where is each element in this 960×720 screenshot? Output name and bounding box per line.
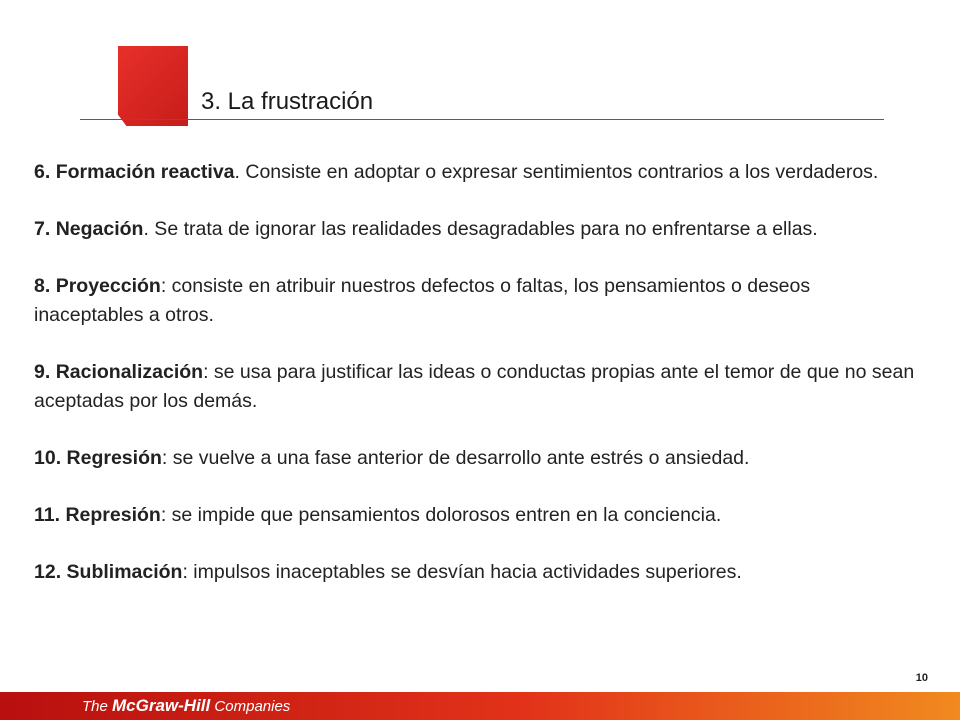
item-number: 11.: [34, 504, 61, 526]
list-item: [34, 215, 922, 244]
item-term: Represión: [65, 504, 161, 526]
item-term: Regresión: [66, 447, 162, 469]
item-term: Racionalización: [55, 361, 204, 383]
item-text: Se trata de ignorar las realidades desagradables para no enfrentarse a ellas.: [148, 218, 818, 240]
item-text: se impide que pensamientos dolorosos entren en la conciencia.: [166, 504, 722, 526]
item-number: 9.: [34, 361, 51, 383]
item-text: consiste en atribuir nuestros defectos o faltas, los pensamientos o deseos inaceptables a otros.: [34, 275, 811, 326]
list-item: [34, 444, 922, 473]
logo-brand: McGraw-Hill: [112, 696, 211, 715]
item-text: Consiste en adoptar o expresar sentimientos contrarios a los verdaderos.: [239, 161, 879, 183]
item-number: 12.: [34, 561, 62, 583]
item-text: se usa para justificar las ideas o conductas propias ante el temor de que no sean aceptadas por los demás.: [34, 361, 915, 412]
item-term: Proyección: [55, 275, 161, 297]
item-number: 7.: [34, 218, 51, 240]
list-item: [34, 358, 922, 416]
item-term: Formación reactiva: [55, 161, 235, 183]
item-separator: :: [203, 361, 209, 383]
item-separator: .: [143, 218, 149, 240]
item-separator: .: [234, 161, 240, 183]
slide-title: 3. La frustración: [201, 88, 374, 115]
item-number: 6.: [34, 161, 51, 183]
page-number: 10: [915, 672, 928, 684]
logo-suffix: Companies: [210, 698, 291, 715]
item-number: 10.: [34, 447, 62, 469]
item-text: impulsos inaceptables se desvían hacia actividades superiores.: [187, 561, 742, 583]
logo-prefix: The: [82, 698, 113, 715]
item-separator: :: [160, 504, 167, 526]
item-number: 8.: [34, 275, 51, 297]
mcgraw-hill-logo: [82, 697, 290, 716]
list-item: [34, 501, 922, 530]
item-separator: :: [160, 275, 167, 297]
item-term: Negación: [55, 218, 144, 240]
title-accent-shape: [118, 46, 188, 126]
item-separator: :: [161, 447, 168, 469]
list-item: [34, 272, 922, 330]
item-term: Sublimación: [66, 561, 183, 583]
slide-content: [34, 158, 922, 587]
item-text: se vuelve a una fase anterior de desarrollo ante estrés o ansiedad.: [167, 447, 750, 469]
list-item: [34, 558, 922, 587]
title-divider: [80, 119, 884, 120]
list-item: [34, 158, 922, 187]
item-separator: :: [182, 561, 188, 583]
